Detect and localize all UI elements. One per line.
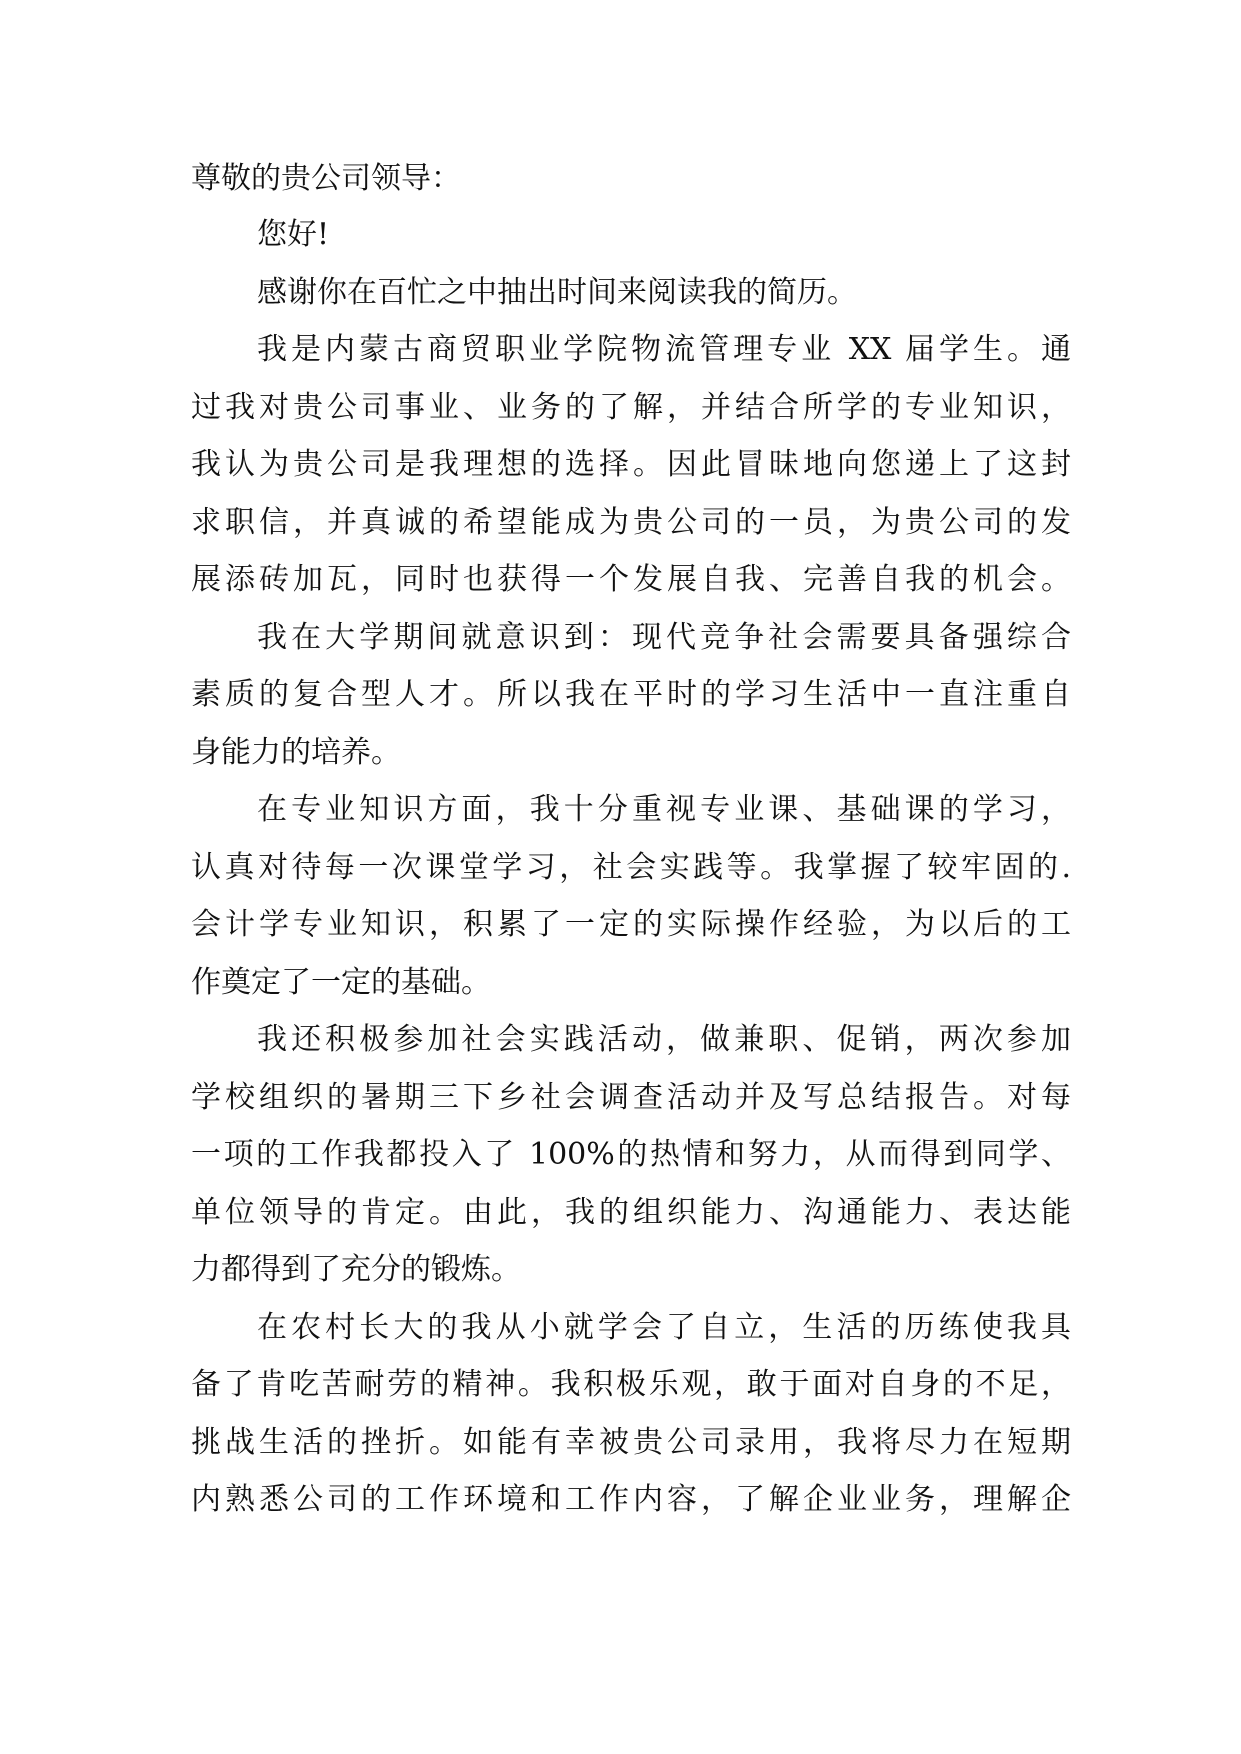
- paragraph-line: 在专业知识方面，我十分重视专业课、基础课的学习，: [257, 792, 1071, 827]
- paragraph-line: 我还积极参加社会实践活动，做兼职、促销，两次参加: [257, 1022, 1071, 1057]
- paragraph-line: 展添砖加瓦，同时也获得一个发展自我、完善自我的机会。: [191, 562, 1071, 597]
- paragraph-line: 学校组织的暑期三下乡社会调查活动并及写总结报告。对每: [191, 1079, 1071, 1115]
- paragraph-line: 过我对贵公司事业、业务的了解，并结合所学的专业知识，: [191, 389, 1071, 425]
- paragraph-introduction: [191, 321, 1071, 609]
- thanks-line: 感谢你在百忙之中抽出时间来阅读我的简历。: [257, 274, 857, 310]
- paragraph-line: 单位领导的肯定。由此，我的组织能力、沟通能力、表达能: [191, 1194, 1071, 1230]
- paragraph-line: 身能力的培养。: [191, 734, 401, 770]
- paragraph-line: 挑战生活的挫折。如能有幸被贵公司录用，我将尽力在短期: [191, 1424, 1071, 1460]
- paragraph-line: 求职信，并真诚的希望能成为贵公司的一员，为贵公司的发: [191, 504, 1071, 540]
- greeting: 您好!: [257, 217, 330, 252]
- paragraph-professional-knowledge: [191, 781, 1071, 1011]
- paragraph-personal-qualities: [191, 1299, 1071, 1529]
- paragraph-line: 认真对待每一次课堂学习，社会实践等。我掌握了较牢固的.: [191, 849, 1071, 885]
- paragraph-line: 素质的复合型人才。所以我在平时的学习生活中一直注重自: [191, 677, 1071, 712]
- paragraph-line: 内熟悉公司的工作环境和工作内容，了解企业业务，理解企: [191, 1482, 1071, 1517]
- salutation: 尊敬的贵公司领导：: [191, 161, 461, 196]
- paragraph-line: 我在大学期间就意识到：现代竞争社会需要具备强综合: [257, 619, 1071, 655]
- paragraph-line: 我是内蒙古商贸职业学院物流管理专业 XX 届学生。通: [257, 332, 1071, 367]
- paragraph-line: 一项的工作我都投入了 100%的热情和努力，从而得到同学、: [191, 1137, 1071, 1172]
- paragraph-line: 我认为贵公司是我理想的选择。因此冒昧地向您递上了这封: [191, 447, 1071, 482]
- paragraph-line: 力都得到了充分的锻炼。: [191, 1252, 521, 1287]
- paragraph-line: 在农村长大的我从小就学会了自立，生活的历练使我具: [257, 1309, 1071, 1345]
- paragraph-awareness: [191, 609, 1071, 782]
- paragraph-line: 备了肯吃苦耐劳的精神。我积极乐观，敢于面对自身的不足，: [191, 1367, 1071, 1402]
- paragraph-line: 作奠定了一定的基础。: [191, 964, 491, 1000]
- paragraph-line: 会计学专业知识，积累了一定的实际操作经验，为以后的工: [191, 907, 1071, 942]
- cover-letter-body: [191, 150, 1071, 1529]
- paragraph-social-practice: [191, 1011, 1071, 1299]
